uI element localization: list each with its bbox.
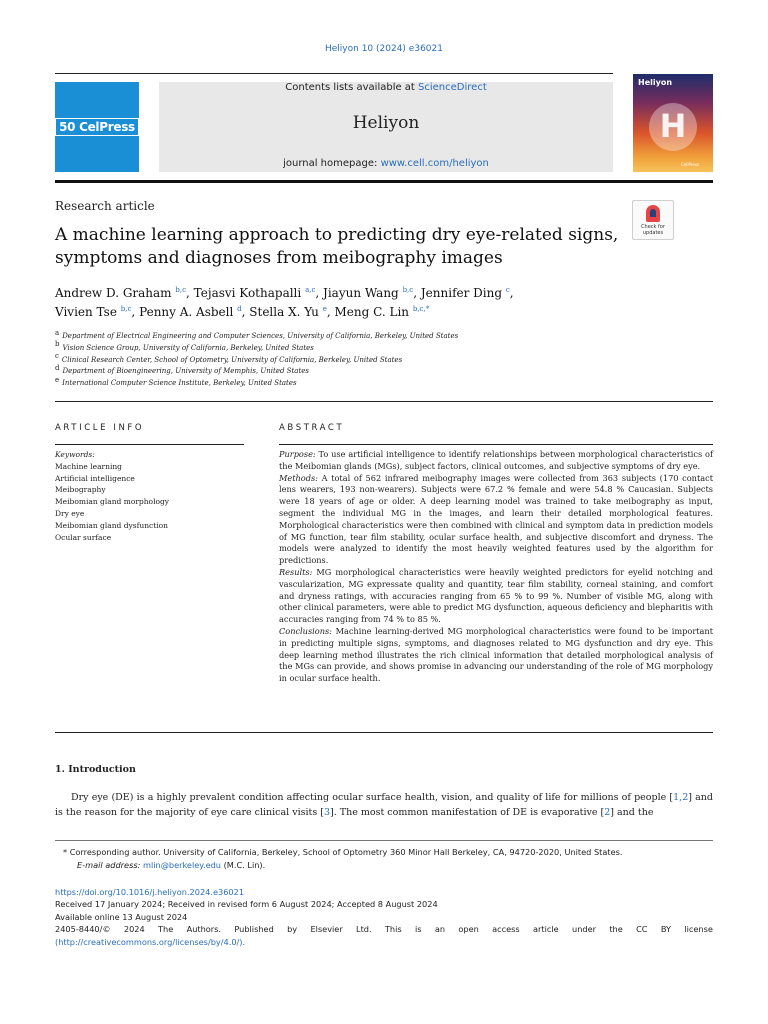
abstract-label: Purpose: <box>279 449 316 459</box>
keyword-item: Meibomian gland dysfunction <box>55 520 168 530</box>
author-affiliation-marker[interactable]: a,c <box>305 286 316 294</box>
author-affiliation-marker[interactable]: b,c <box>120 305 132 313</box>
affiliation-marker: e <box>55 375 60 384</box>
affiliation-text: Department of Bioengineering, University of Memphis, United States <box>62 367 309 376</box>
author-affiliation-marker[interactable]: b,c,* <box>412 305 430 313</box>
author-affiliation-marker[interactable]: d <box>237 305 242 313</box>
license-word: Authors. <box>186 924 222 935</box>
affiliation-text: Clinical Research Center, School of Optometry, University of California, Berkeley, United States <box>61 355 403 364</box>
homepage-line: journal homepage: www.cell.com/heliyon <box>283 158 489 169</box>
header-thick-divider <box>55 180 713 183</box>
affiliation-item <box>55 352 715 367</box>
author[interactable] <box>249 305 327 319</box>
journal-title: Heliyon <box>352 113 420 133</box>
article-metadata <box>55 886 713 948</box>
check-for-updates-badge[interactable] <box>632 200 674 240</box>
license-word: Ltd. <box>356 924 372 935</box>
cover-letter-graphic: H <box>659 107 687 145</box>
check-updates-label: Check for updates <box>641 224 665 236</box>
author-name: Stella X. Yu <box>249 305 319 319</box>
license-word: under <box>572 924 596 935</box>
corresponding-author-note: * Corresponding author. University of California, Berkeley, School of Optometry 360 Minor Hall Berkeley, CA, 94720-2020, United States. <box>63 847 623 857</box>
affiliation-text: Vision Science Group, University of California, Berkeley, United States <box>62 343 314 352</box>
footnote-divider <box>55 840 713 841</box>
keyword-item: Dry eye <box>55 508 85 518</box>
keyword-item: Machine learning <box>55 461 122 471</box>
affiliation-item <box>55 366 715 378</box>
affiliation-item <box>55 328 715 343</box>
author-name: Andrew D. Graham <box>55 286 172 300</box>
affiliation-marker: b <box>55 340 60 349</box>
keyword-item: Meibography <box>55 485 106 495</box>
abstract-paragraph <box>279 626 713 685</box>
introduction-heading: 1. Introduction <box>55 764 136 775</box>
affiliation-text: Department of Electrical Engineering and Computer Sciences, University of California, Berkeley, United States <box>62 332 459 340</box>
affiliations-list <box>55 328 715 390</box>
journal-reference[interactable]: Heliyon 10 (2024) e36021 <box>325 44 443 54</box>
author-affiliation-marker[interactable]: c <box>505 286 510 294</box>
article-info-divider <box>55 444 244 445</box>
author-name: Jennifer Ding <box>420 286 503 300</box>
author[interactable] <box>139 305 242 319</box>
keyword-item: Meibomian gland morphology <box>55 497 170 507</box>
cellpress-logo-text: 50 CelPress <box>55 118 139 136</box>
top-divider <box>55 73 613 74</box>
license-word: Published <box>234 924 274 935</box>
abstract-text: To use artificial intelligence to identify relationships between morphological characteristics of the Meibomian glands (MGs), subject factors, clinical outcomes, and subjective symptoms of dry eye. <box>279 449 713 471</box>
license-word: the <box>609 924 623 935</box>
abstract-label: Conclusions: <box>279 625 332 636</box>
license-word: The <box>158 924 174 935</box>
article-title: A machine learning approach to predicting dry eye-related signs, symptoms and diagnoses from meibography images <box>55 225 619 268</box>
cellpress-logo[interactable] <box>55 82 139 172</box>
license-link[interactable]: (http://creativecommons.org/licenses/by/4.0/). <box>55 936 246 947</box>
cover-footer: CellPress <box>681 162 700 167</box>
introduction-paragraph: Dry eye (DE) is a highly prevalent condition affecting ocular surface health, vision, and quality of life for millions of people [1,2] and is the reason for the majority of eye care clinical visits [3]. The most common manifestation of DE is evaporative [2] and the <box>55 792 713 818</box>
abstract-text: MG morphological characteristics were heavily weighted predictors for eyelid notching and vascularization, MG expressate quality and quantity, tear film stability, corneal staining, and comfort and dryness ratings, with accuracies ranging from 65 % to 99 %. Number of visible MG, along with other clinical parameters, were able to predict MG dysfunction, aqueous deficiency and blepharitis with accuracies ranging from 74 % to 85 %. <box>279 566 713 625</box>
journal-cover-image[interactable] <box>633 74 713 172</box>
bookmark-icon-inner <box>650 209 656 217</box>
cover-title: Heliyon <box>638 78 673 87</box>
author-affiliation-marker[interactable]: e <box>322 305 327 313</box>
author-name: Meng C. Lin <box>334 305 410 319</box>
author-list: Andrew D. Graham $^{b,c}$, Tejasvi Kothapalli $^{a,c}$, Jiayun Wang $^{b,c}$, Jennifer Ding $^c$, Vivien Tse $^{b,c}$, Penny A. Asbell $^d$, Stella X. Yu $^e$, Meng C. Lin $^{b,c,*}$ <box>55 286 514 319</box>
citation-link[interactable]: 2 <box>604 806 611 818</box>
affiliation-marker: c <box>55 352 59 361</box>
license-word: Elsevier <box>310 924 343 935</box>
corresponding-author-footnote <box>55 846 713 871</box>
abstract-paragraph <box>279 567 713 626</box>
license-word: This <box>384 924 402 935</box>
author[interactable] <box>323 286 413 300</box>
abstract-paragraph <box>279 473 713 567</box>
affiliation-marker: d <box>55 364 60 373</box>
license-word: open <box>458 924 479 935</box>
received-dates: Received 17 January 2024; Received in revised form 6 August 2024; Accepted 8 August 2024 <box>55 899 438 910</box>
affiliation-item <box>55 340 715 355</box>
citation-link[interactable]: 1,2 <box>673 792 689 803</box>
keywords-block <box>55 449 245 543</box>
email-line: E-mail address: mlin@berkeley.edu (M.C. Lin). <box>77 859 266 870</box>
keyword-item: Artificial intelligence <box>55 473 135 483</box>
license-word: an <box>434 924 446 935</box>
license-word: by <box>287 924 298 935</box>
license-word: CC <box>636 924 648 935</box>
author-affiliation-marker[interactable]: b,c <box>175 286 187 294</box>
author-name: Jiayun Wang <box>323 286 399 300</box>
section-divider <box>55 401 713 402</box>
author[interactable] <box>194 286 316 300</box>
keyword-item: Ocular surface <box>55 532 112 542</box>
license-word: BY <box>660 924 671 935</box>
author-name: Tejasvi Kothapalli <box>193 286 302 300</box>
author[interactable] <box>334 305 429 319</box>
email-link[interactable]: mlin@berkeley.edu <box>142 859 221 870</box>
license-line <box>55 923 713 935</box>
abstract-text: Machine learning-derived MG morphological characteristics were found to be important in predicting multiple signs, symptoms, and diagnoses related to MG dysfunction and dry eye. This deep learning method illustrates the rich clinical information that detailed morphological analysis of the MGs can provide, and shows promise in advancing our understanding of the role of MG morphology in ocular surface health. <box>279 625 713 684</box>
doi-link[interactable]: https://doi.org/10.1016/j.heliyon.2024.e36021 <box>55 887 245 897</box>
affiliation-text: International Computer Science Institute, Berkeley, United States <box>62 379 297 388</box>
license-word: 2405-8440/© <box>55 924 111 935</box>
abstract-label: Results: <box>279 566 313 577</box>
license-word: access <box>492 924 520 935</box>
license-word: 2024 <box>123 924 145 935</box>
author-name: Vivien Tse <box>55 305 117 319</box>
abstract-paragraph <box>279 449 713 473</box>
article-info-heading: ARTICLE INFO <box>55 423 145 433</box>
article-type: Research article <box>55 199 155 213</box>
affiliation-marker: a <box>55 328 60 337</box>
license-word: license <box>684 924 713 935</box>
abstract-text: A total of 562 infrared meibography images were collected from 363 subjects (170 contact lens wearers, 193 non-wearers). Subjects were 67.2 % female and were 54.8 % Caucasian. Subjects were 18 years of age or older. A deep learning model was trained to take meibography as input, segment the individual MG in the images, and learn their detailed morphological features. Morphological characteristics were then combined with clinical and symptom data in prediction models of MG function, tear film stability, ocular surface health, and subjective discomfort and dryness. The models were analyzed to identify the most heavily weighted features used by the algorithm for predictions. <box>279 472 713 566</box>
contents-line: Contents lists available at ScienceDirect <box>285 82 487 93</box>
author[interactable] <box>421 286 510 300</box>
author-affiliation-marker[interactable]: b,c <box>402 286 414 294</box>
author[interactable] <box>55 305 131 319</box>
license-word: is <box>414 924 422 935</box>
abstract-divider <box>279 444 713 445</box>
license-word: article <box>533 924 559 935</box>
abstract-bottom-divider <box>55 732 713 733</box>
available-online: Available online 13 August 2024 <box>55 911 188 922</box>
keywords-label: Keywords: <box>55 450 95 459</box>
author[interactable] <box>55 286 186 300</box>
homepage-link[interactable]: www.cell.com/heliyon <box>380 158 489 169</box>
abstract-label: Methods: <box>279 472 318 483</box>
author-name: Penny A. Asbell <box>139 305 234 319</box>
sciencedirect-link[interactable]: ScienceDirect <box>418 82 487 93</box>
citation-link[interactable]: 3 <box>323 806 331 818</box>
affiliation-item <box>55 375 715 390</box>
abstract-heading: ABSTRACT <box>279 423 345 433</box>
keyword-list <box>55 461 245 544</box>
abstract-body <box>279 449 713 685</box>
